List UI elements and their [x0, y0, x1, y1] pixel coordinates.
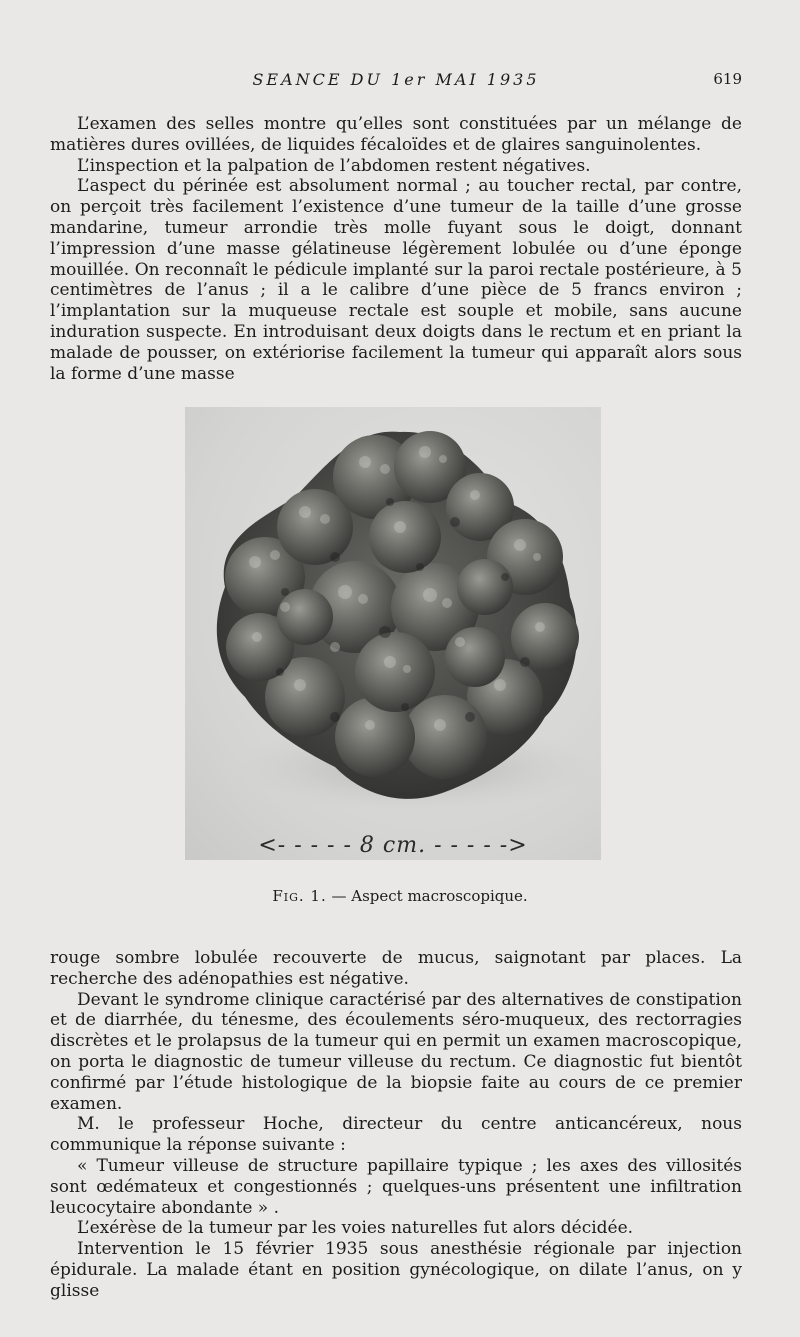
page-number: 619 — [713, 70, 742, 88]
paragraph-tumor-description: rouge sombre lobulée recouverte de mucus, saignotant par places. La recherche des adénopathies est négative. — [50, 948, 742, 989]
body-text-bottom — [50, 948, 742, 1302]
paragraph-histology-quote: « Tumeur villeuse de structure papillaire typique ; les axes des villosités sont œdémateux et congestionnés ; quelques-uns présentent une infiltration leucocytaire abondante » . — [50, 1155, 742, 1218]
paragraph-stool-exam: L’examen des selles montre qu’elles sont constituées par un mélange de matières dures ovillées, de liquides fécaloïdes et de glaires sanguinolentes. — [50, 114, 742, 155]
paragraph-excision: L’exérèse de la tumeur par les voies naturelles fut alors décidée. — [77, 1218, 634, 1239]
paragraph-hoche: M. le professeur Hoche, directeur du centre anticancéreux, nous communique la réponse suivante : — [50, 1114, 742, 1156]
running-header — [50, 70, 742, 94]
scale-annotation: <- - - - - 8 cm. - - - - -> — [258, 833, 528, 858]
paragraph-intervention: Intervention le 15 février 1935 sous anesthésie régionale par injection épidurale. La malade étant en position gynécologique, on dilate l’anus, on y glisse — [50, 1239, 742, 1301]
running-title: SEANCE DU 1er MAI 1935 — [252, 70, 540, 89]
figure-caption — [0, 887, 800, 905]
tumor-photograph — [185, 407, 601, 860]
paragraph-rectal-exam: L’aspect du périnée est absolument normal ; au toucher rectal, par contre, on perçoit très facilement l’existence d’une tumeur de la taille d’une grosse mandarine, tumeur arrondie très molle fuyant sous le doigt, donnant l’impression d’une masse gélatineuse légèrement lobulée ou d’une éponge mouillée. On reconnaît le pédicule implanté sur la paroi rectale postérieure, à 5 centimètres de l’anus ; il a le calibre d’une pièce de 5 francs environ ; l’implantation sur la muqueuse rectale est souple et mobile, sans aucune induration suspecte. En introduisant deux doigts dans le rectum et en priant la malade de pousser, on extériorise facilement la tumeur qui apparaît alors sous la forme d’une masse — [50, 176, 742, 384]
paragraph-abdomen-exam: L’inspection et la palpation de l’abdomen restent négatives. — [77, 155, 591, 176]
body-text-top — [50, 114, 742, 384]
figure-number: Fig. 1. — [272, 887, 327, 905]
figure-caption-text: — Aspect macroscopique. — [326, 887, 528, 905]
paragraph-diagnosis: Devant le syndrome clinique caractérisé par des alternatives de constipation et de diarrhée, du ténesme, des écoulements séro-muqueux, des rectorragies discrètes et le prolapsus de la tumeur qui en permit un examen macroscopique, on porta le diagnostic de tumeur villeuse du rectum. Ce diagnostic fut bientôt confirmé par l’étude histologique de la biopsie faite au cours de ce premier examen. — [50, 989, 742, 1114]
tumor-image — [185, 407, 601, 860]
